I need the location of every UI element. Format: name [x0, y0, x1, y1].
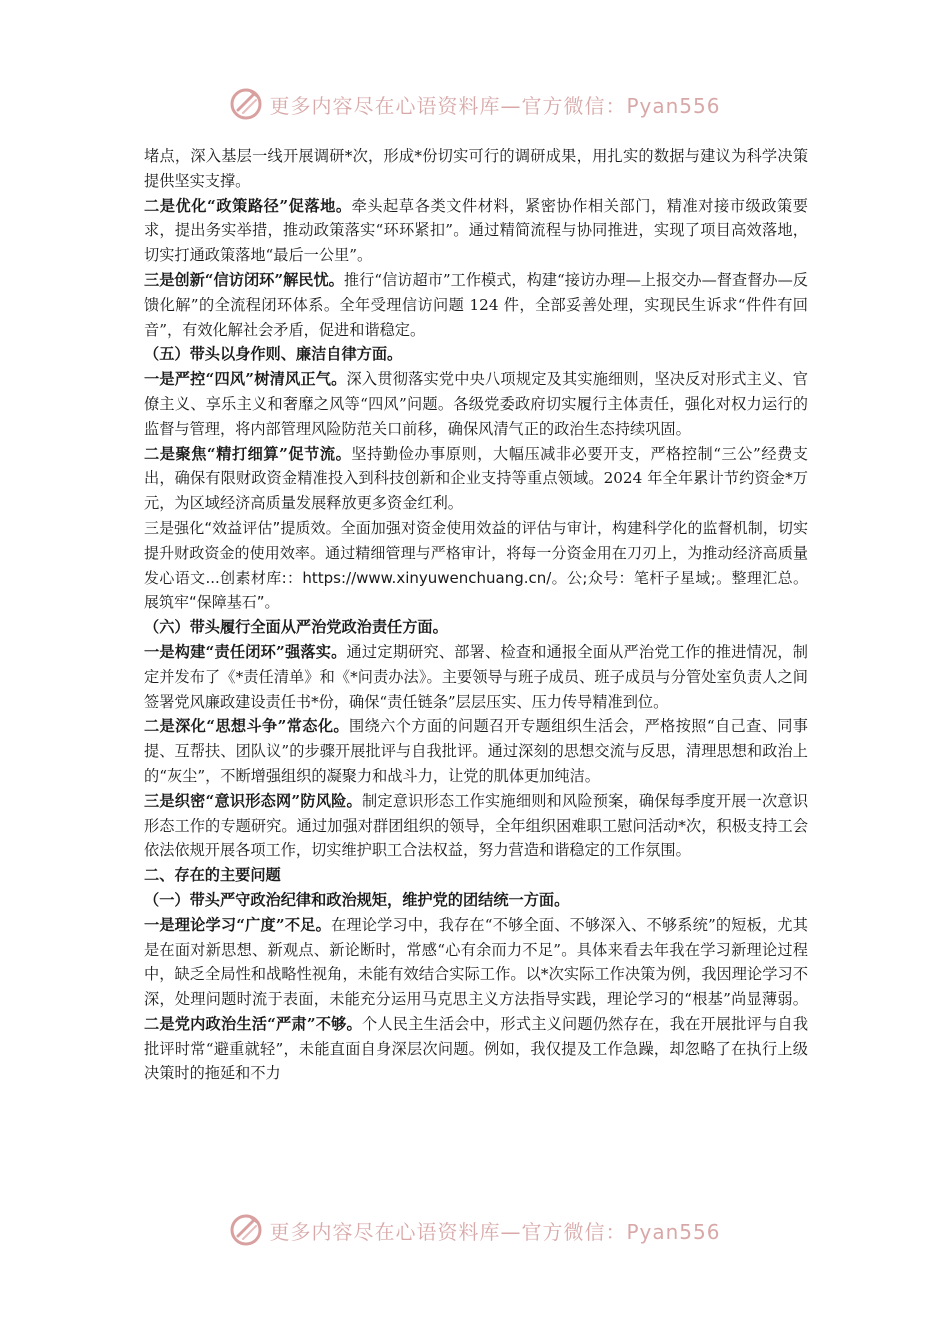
banner-text: 更多内容尽在心语资料库—官方微信：Pyan556 — [269, 1219, 721, 1244]
paragraph: 三是创新“信访闭环”解民忧。推行“信访超市”工作模式，构建“接访办理—上报交办—督查督办—反馈化解”的全流程闭环体系。全年受理信访问题 124 件，全部妥善处理，实现民生诉求“件件有回音”，有效化解社会矛盾，促进和谐稳定。 — [144, 270, 808, 339]
brand-logo-icon — [229, 86, 265, 122]
paragraph-inserted: 三是强化“效益评估”提质效。全面加强对资金使用效益的评估与审计，构建科学化的监督机制，切实提升财政资金的使用效率。通过精细管理与严格审计，将每一分资金用在刀刃上，为推动经济高质量发心语文...创素材库:：https://www.xinyuwenchuang.cn/。公;众号：笔杆子星域;。整理汇总。展筑牢“保障基石”。 — [144, 518, 808, 612]
paragraph: 一是严控“四风”树清风正气。深入贯彻落实党中央八项规定及其实施细则，坚决反对形式主义、官僚主义、享乐主义和奢靡之风等“四风”问题。各级党委政府切实履行主体责任，强化对权力运行的监督与管理，将内部管理风险防范关口前移，确保风清气正的政治生态持续巩固。 — [144, 370, 808, 438]
section-heading: （六）带头履行全面从严治党政治责任方面。 — [144, 618, 448, 637]
banner-text: 更多内容尽在心语资料库—官方微信：Pyan556 — [269, 93, 721, 118]
section-heading: （一）带头严守政治纪律和政治规矩，维护党的团结统一方面。 — [144, 890, 570, 909]
paragraph: 一是构建“责任闭环”强落实。通过定期研究、部署、检查和通报全面从严治党工作的推进情况，制定并发布了《*责任清单》和《*问责办法》。主要领导与班子成员、班子成员与分管处室负责人之间签署党风廉政建设责任书*份，确保“责任链条”层层压实、压力传导精准到位。 — [144, 642, 808, 711]
paragraph: 二是聚焦“精打细算”促节流。坚持勤俭办事原则，大幅压减非必要开支，严格控制“三公”经费支出，确保有限财政资金精准投入到科技创新和企业支持等重点领域。2024 年全年累计节约资金*万元，为区域经济高质量发展释放更多资金红利。 — [144, 444, 808, 513]
paragraph: 堵点，深入基层一线开展调研*次，形成*份切实可行的调研成果，用扎实的数据与建议为科学决策提供坚实支撑。 — [144, 147, 808, 190]
footer-watermark-banner — [0, 1210, 950, 1250]
header-watermark-banner — [0, 84, 950, 124]
chapter-heading: 二、存在的主要问题 — [144, 866, 281, 885]
paragraph: 一是理论学习“广度”不足。在理论学习中，我存在“不够全面、不够深入、不够系统”的短板，尤其是在面对新思想、新观点、新论断时，常感“心有余而力不足”。具体来看去年我在学习新理论过程中，缺乏全局性和战略性视角，未能有效结合实际工作。以*次实际工作决策为例，我因理论学习不深，处理问题时流于表面，未能充分运用马克思主义方法指导实践，理论学习的“根基”尚显薄弱。二是党内政治生活“严肃”不够。个人民主生活会中，形式主义问题仍然存在，我在开展批评与自我批评时常“避重就轻”，未能直面自身深层次问题。例如，我仅提及工作急躁，却忽略了在执行上级决策时的拖延和不力 — [144, 915, 809, 1083]
paragraph: 二是优化“政策路径”促落地。牵头起草各类文件材料，紧密协作相关部门，精准对接市级政策要求，提出务实举措，推动政策落实“环环紧扣”。通过精简流程与协同推进，实现了项目高效落地，切实打通政策落地“最后一公里”。 — [144, 196, 808, 265]
paragraph: 三是织密“意识形态网”防风险。制定意识形态工作实施细则和风险预案，确保每季度开展一次意识形态工作的专题研究。通过加强对群团组织的领导，全年组织困难职工慰问活动*次，积极支持工会依法依规开展各项工作，切实维护职工合法权益，努力营造和谐稳定的工作氛围。 — [144, 791, 809, 860]
paragraph: 二是深化“思想斗争”常态化。围绕六个方面的问题召开专题组织生活会，严格按照“自己查、同事提、互帮扶、团队议”的步骤开展批评与自我批评。通过深刻的思想交流与反思，清理思想和政治上的“灰尘”，不断增强组织的凝聚力和战斗力，让党的肌体更加纯洁。 — [144, 717, 808, 785]
document-body — [144, 144, 808, 1086]
section-heading: （五）带头以身作则、廉洁自律方面。 — [144, 345, 403, 364]
brand-logo-icon — [229, 1212, 265, 1248]
